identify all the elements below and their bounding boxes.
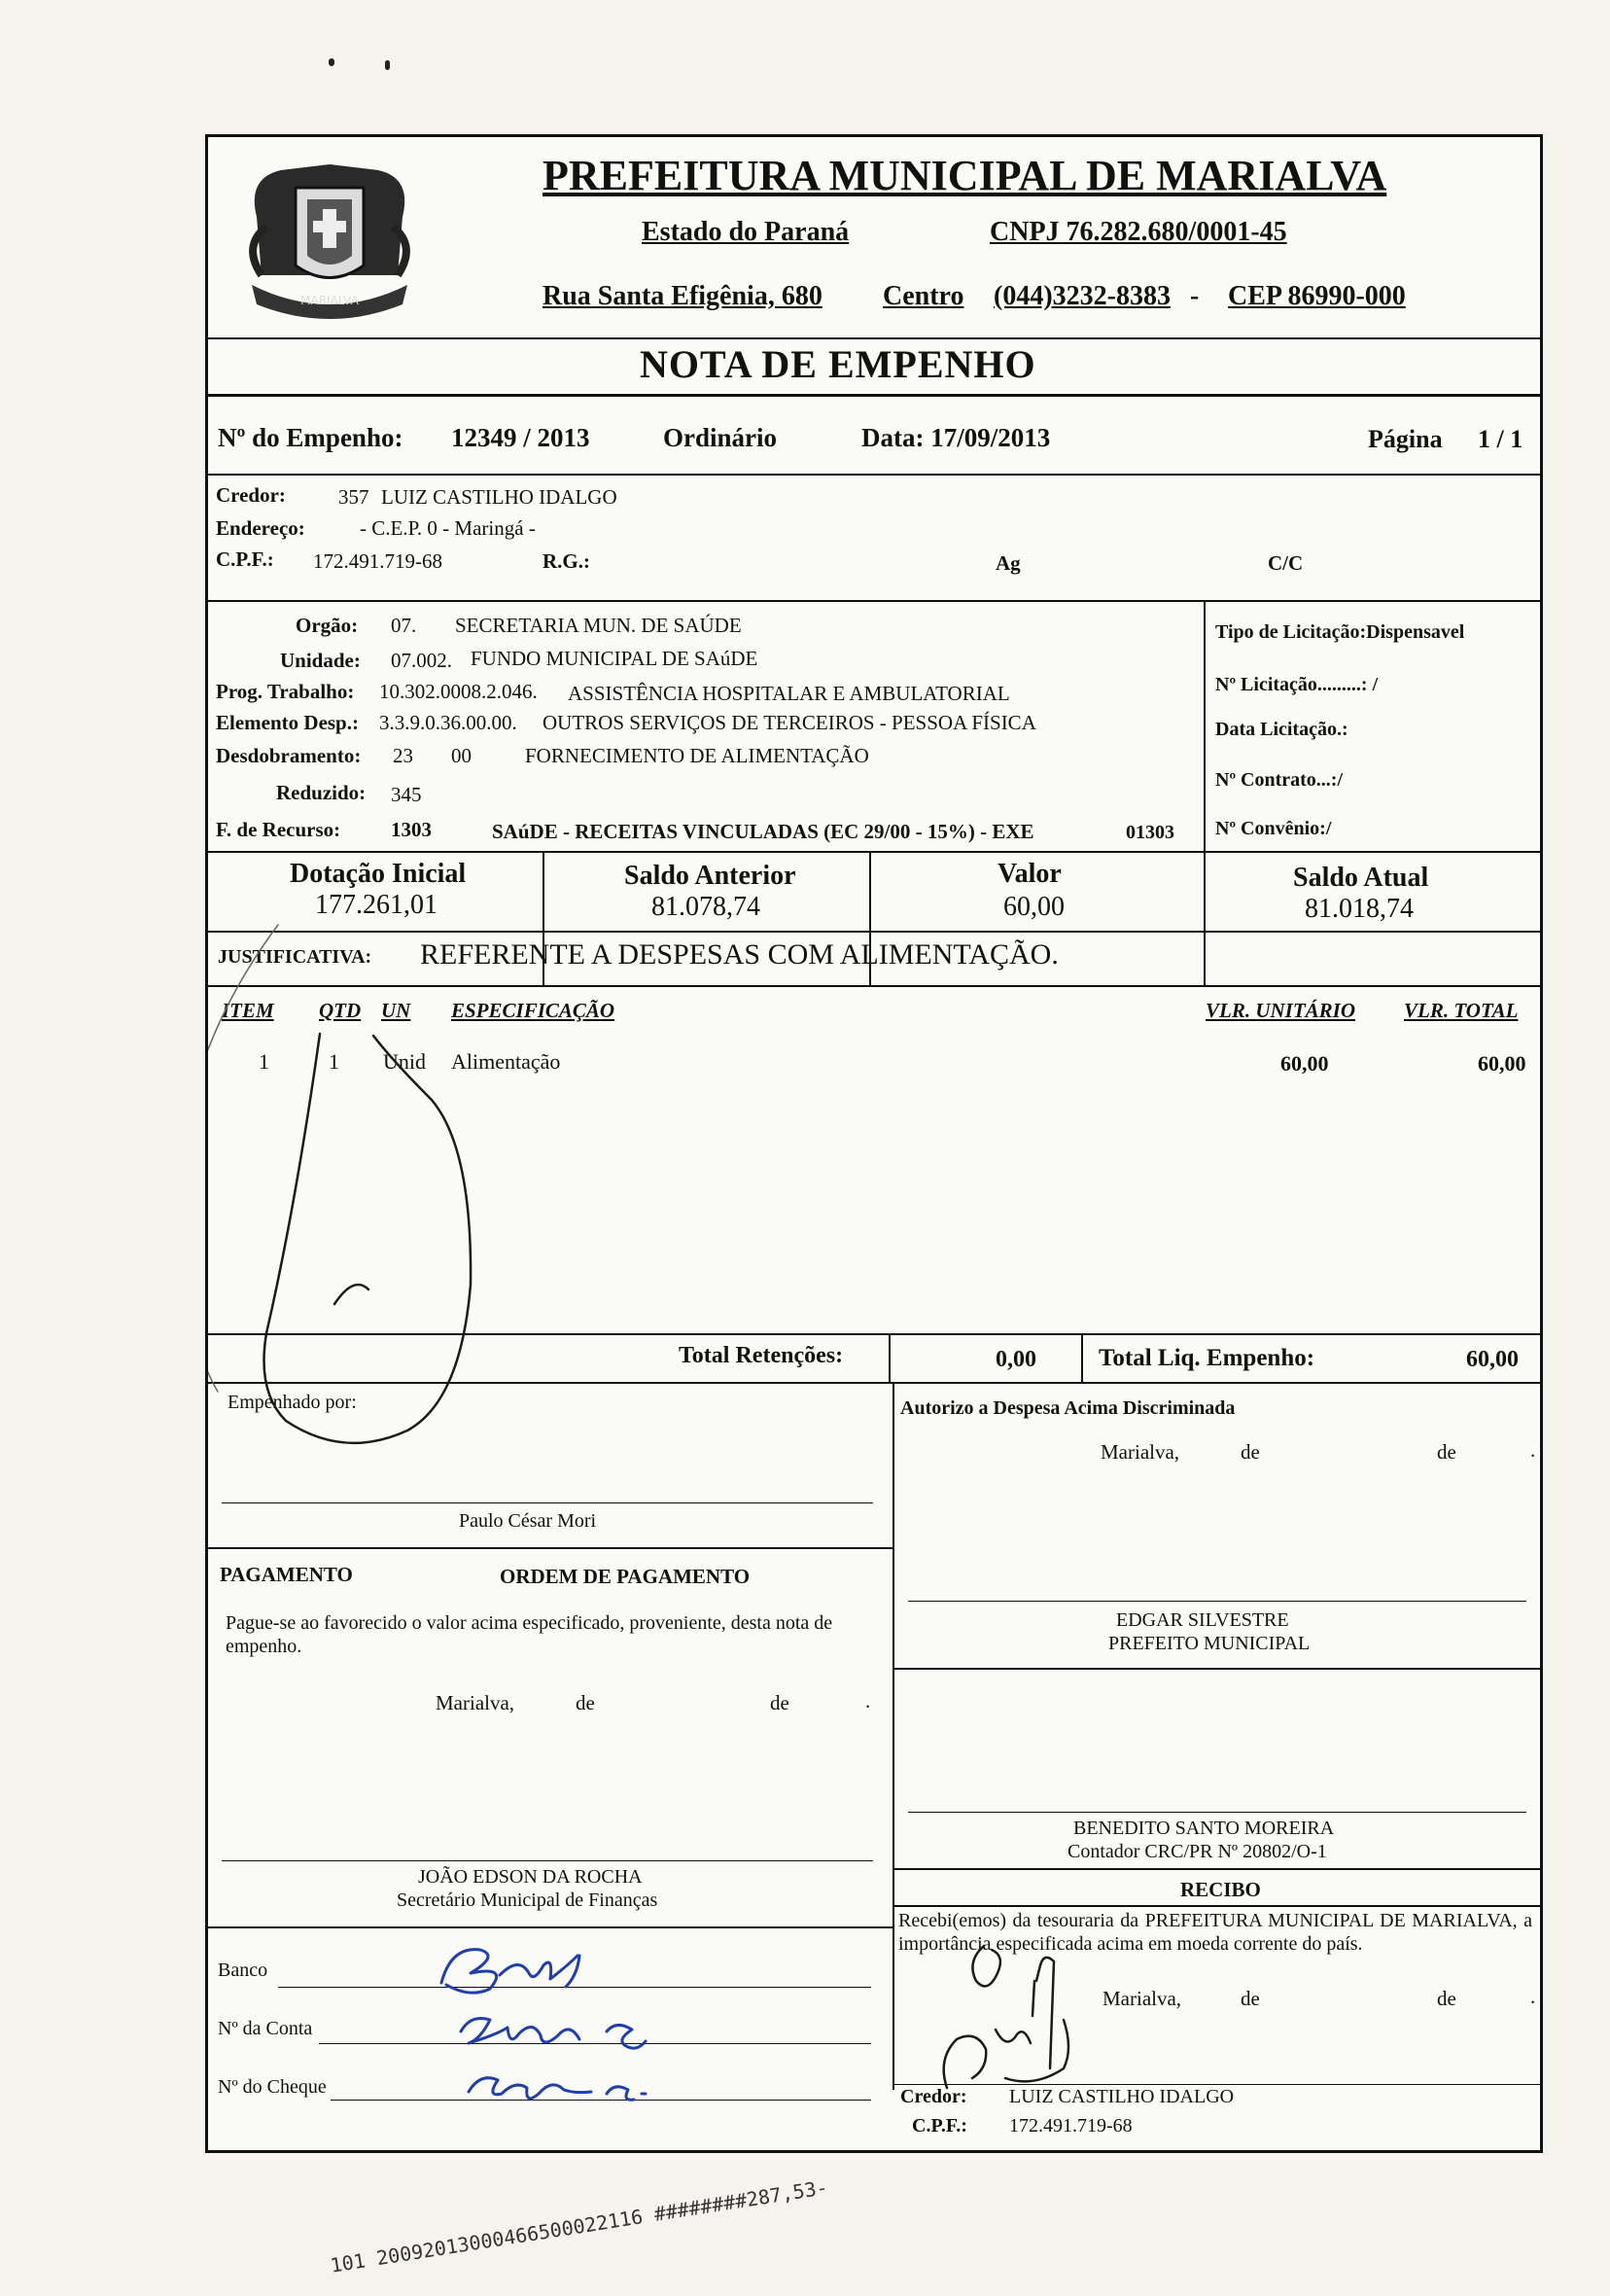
autorizo-de-2: de <box>1437 1440 1456 1464</box>
svg-text:MARIALVA: MARIALVA <box>300 294 359 307</box>
desdobramento-name: FORNECIMENTO DE ALIMENTAÇÃO <box>525 744 869 767</box>
recibo-text: Recebi(emos) da tesouraria da PREFEITURA MUNICIPAL DE MARIALVA, a importância especificada acima em moeda corrente do país. <box>898 1910 1532 1955</box>
saldo-atual-value: 81.018,74 <box>1305 894 1414 924</box>
recibo-cpf: 172.491.719-68 <box>1009 2115 1133 2137</box>
desdobramento-label: Desdobramento: <box>216 744 362 767</box>
header-separator: - <box>1190 281 1200 311</box>
autorizo-de-1: de <box>1241 1440 1260 1464</box>
header-cep: CEP 86990-000 <box>1228 281 1406 311</box>
valor-value: 60,00 <box>1003 892 1065 922</box>
contador-cargo: Contador CRC/PR Nº 20802/O-1 <box>1068 1841 1327 1862</box>
recibo-ponto: . <box>1530 1985 1536 2008</box>
unidade-name: FUNDO MUNICIPAL DE SAúDE <box>471 647 758 670</box>
item-un: Unid <box>383 1049 426 1074</box>
col-header-especificacao: ESPECIFICAÇÃO <box>451 999 615 1022</box>
justificativa-label: JUSTIFICATIVA: <box>218 946 372 968</box>
col-header-vlr-total: VLR. TOTAL <box>1404 999 1519 1022</box>
fonte-recurso-name: SAúDE - RECEITAS VINCULADAS (EC 29/00 - 15%) - EXE <box>492 820 1034 843</box>
prog-trabalho-label: Prog. Trabalho: <box>216 680 355 703</box>
saldo-atual-label: Saldo Atual <box>1293 863 1429 893</box>
pagamento-de-1: de <box>576 1691 595 1714</box>
binding-hole-mark <box>385 60 390 70</box>
recibo-credor-name: LUIZ CASTILHO IDALGO <box>1009 2086 1235 2107</box>
conta-corrente-label: C/C <box>1268 551 1304 575</box>
col-header-vlr-unitario: VLR. UNITÁRIO <box>1206 999 1356 1022</box>
elemento-desp-label: Elemento Desp.: <box>216 711 359 734</box>
empenho-type: Ordinário <box>663 423 778 452</box>
recibo-title: RECIBO <box>1180 1878 1261 1901</box>
recibo-credor-label: Credor: <box>900 2086 967 2107</box>
recibo-local: Marialva, <box>1102 1987 1182 2010</box>
contador-name: BENEDITO SANTO MOREIRA <box>1073 1818 1335 1839</box>
secretario-cargo: Secretário Municipal de Finanças <box>397 1890 658 1911</box>
credor-address: - C.E.P. 0 - Maringá - <box>360 516 536 540</box>
data-licitacao: Data Licitação.: <box>1215 719 1348 740</box>
empenho-number: 12349 / 2013 <box>451 423 590 452</box>
saldo-anterior-label: Saldo Anterior <box>624 861 796 891</box>
credor-cpf: 172.491.719-68 <box>313 549 442 573</box>
tipo-licitacao: Tipo de Licitação:Dispensavel <box>1215 621 1465 643</box>
elemento-desp-code: 3.3.9.0.36.00.00. <box>379 711 517 734</box>
secretario-name: JOÃO EDSON DA ROCHA <box>418 1866 643 1888</box>
desdobramento-code-1: 23 <box>393 744 413 767</box>
pen-loop-mark <box>208 137 1542 2152</box>
nota-de-empenho-form <box>205 134 1543 2153</box>
header-title: PREFEITURA MUNICIPAL DE MARIALVA <box>542 152 1387 199</box>
orgao-label: Orgão: <box>296 614 359 637</box>
total-retencoes-value: 0,00 <box>996 1347 1036 1372</box>
agencia-label: Ag <box>996 551 1021 575</box>
pagamento-ponto: . <box>865 1689 871 1713</box>
dotacao-inicial-value: 177.261,01 <box>315 890 438 920</box>
empenhado-por-name: Paulo César Mori <box>459 1510 597 1532</box>
cpf-label: C.P.F.: <box>216 548 274 571</box>
orgao-name: SECRETARIA MUN. DE SAÚDE <box>455 614 742 637</box>
ordem-pagamento-label: ORDEM DE PAGAMENTO <box>500 1565 751 1588</box>
fonte-recurso-label: F. de Recurso: <box>216 818 341 841</box>
total-retencoes-label: Total Retenções: <box>679 1343 844 1368</box>
banco-label: Banco <box>218 1960 268 1981</box>
binding-hole-mark <box>329 58 334 66</box>
pagamento-text: Pague-se ao favorecido o valor acima especificado, proveniente, desta nota de empenho. <box>226 1612 833 1657</box>
col-header-qtd: QTD <box>319 999 362 1022</box>
numero-contrato: Nº Contrato...:/ <box>1215 769 1344 791</box>
reduzido-value: 345 <box>391 783 422 806</box>
document-title: NOTA DE EMPENHO <box>640 342 1036 386</box>
header-cnpj: CNPJ 76.282.680/0001-45 <box>990 217 1287 247</box>
header-address: Rua Santa Efigênia, 680 <box>542 281 822 311</box>
header-centro: Centro <box>883 281 964 311</box>
page-number: 1 / 1 <box>1478 425 1523 453</box>
empenho-number-label: Nº do Empenho: <box>218 423 403 452</box>
numero-licitacao: Nº Licitação.........: / <box>1215 674 1379 695</box>
recibo-de-2: de <box>1437 1987 1456 2010</box>
elemento-desp-name: OUTROS SERVIÇOS DE TERCEIROS - PESSOA FÍSICA <box>542 711 1036 734</box>
empenho-date: Data: 17/09/2013 <box>861 423 1051 452</box>
unidade-label: Unidade: <box>280 649 361 672</box>
prog-trabalho-name: ASSISTÊNCIA HOSPITALAR E AMBULATORIAL <box>568 682 1010 705</box>
cheque-label: Nº do Cheque <box>218 2076 327 2098</box>
numero-convenio: Nº Convênio:/ <box>1215 818 1332 839</box>
orgao-code: 07. <box>391 614 417 637</box>
dotacao-inicial-label: Dotação Inicial <box>290 859 467 889</box>
desdobramento-code-2: 00 <box>451 744 472 767</box>
footer-code: 101 20092013000466500022116 ########287,53- <box>329 2175 830 2278</box>
credor-name: LUIZ CASTILHO IDALGO <box>381 485 617 509</box>
pagamento-label: PAGAMENTO <box>220 1563 353 1586</box>
pagamento-local: Marialva, <box>436 1691 515 1714</box>
recibo-de-1: de <box>1241 1987 1260 2010</box>
autorizo-local: Marialva, <box>1101 1440 1180 1464</box>
reduzido-label: Reduzido: <box>276 781 367 804</box>
page-label: Página <box>1368 425 1443 453</box>
col-header-un: UN <box>381 999 411 1022</box>
unidade-code: 07.002. <box>391 649 452 672</box>
fonte-recurso-code: 1303 <box>391 818 432 841</box>
saldo-anterior-value: 81.078,74 <box>651 892 760 922</box>
header-phone: (044)3232-8383 <box>994 281 1171 311</box>
credor-code: 357 <box>338 485 369 509</box>
empenhado-por-label: Empenhado por: <box>228 1392 357 1413</box>
rg-label: R.G.: <box>542 549 590 573</box>
handwritten-recibo-signature <box>908 1923 1141 2107</box>
handwritten-bank-signature <box>325 1926 869 2121</box>
fonte-recurso-code-2: 01303 <box>1126 822 1174 843</box>
conta-label: Nº da Conta <box>218 2018 313 2039</box>
prefeito-name: EDGAR SILVESTRE <box>1116 1609 1289 1631</box>
header-estado: Estado do Paraná <box>642 217 850 247</box>
pagamento-de-2: de <box>770 1691 789 1714</box>
item-especificacao: Alimentação <box>451 1049 561 1074</box>
prefeito-cargo: PREFEITO MUNICIPAL <box>1108 1633 1311 1654</box>
item-number: 1 <box>259 1049 269 1074</box>
recibo-cpf-label: C.P.F.: <box>912 2115 967 2137</box>
justificativa-text: REFERENTE A DESPESAS COM ALIMENTAÇÃO. <box>420 938 1059 971</box>
autorizo-despesa: Autorizo a Despesa Acima Discriminada <box>900 1397 1236 1419</box>
col-header-item: ITEM <box>222 999 274 1022</box>
valor-label: Valor <box>998 859 1062 889</box>
total-liquido-label: Total Liq. Empenho: <box>1099 1345 1315 1371</box>
item-vlr-unitario: 60,00 <box>1280 1051 1329 1076</box>
total-liquido-value: 60,00 <box>1466 1347 1519 1372</box>
credor-label: Credor: <box>216 483 286 507</box>
item-vlr-total: 60,00 <box>1478 1051 1526 1076</box>
prog-trabalho-code: 10.302.0008.2.046. <box>379 680 538 703</box>
item-qtd: 1 <box>329 1049 339 1074</box>
endereco-label: Endereço: <box>216 516 305 540</box>
autorizo-ponto: . <box>1530 1438 1536 1462</box>
